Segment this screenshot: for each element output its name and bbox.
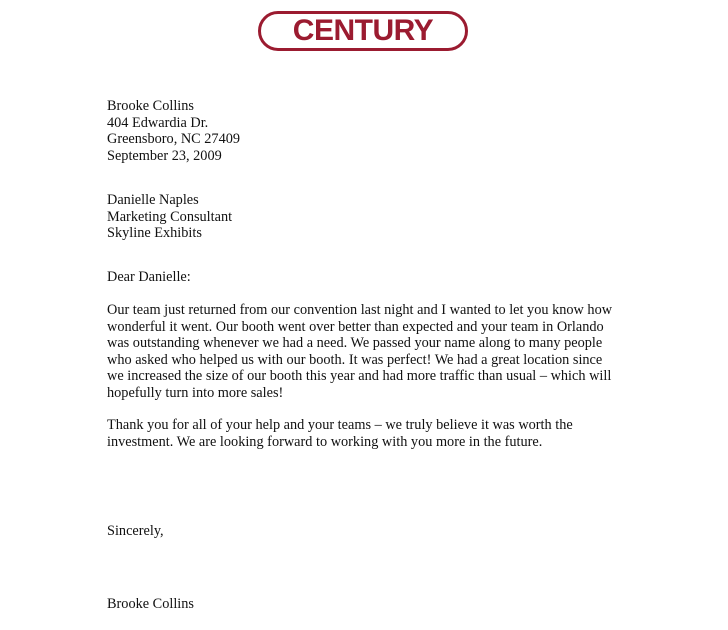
body-line: investment. We are looking forward to working with you more in the future. xyxy=(107,433,543,450)
letter-date: September 23, 2009 xyxy=(107,147,222,164)
body-line: we increased the size of our booth this year and had more traffic than usual – which will xyxy=(107,368,612,385)
sender-city-state-zip: Greensboro, NC 27409 xyxy=(107,131,241,148)
sender-name: Brooke Collins xyxy=(107,98,194,114)
recipient-address-block xyxy=(107,192,232,242)
body-line: was outstanding whenever we had a need. We passed your name along to many people xyxy=(107,335,603,352)
logo-text: CENTURY xyxy=(292,14,434,47)
sender-address-block xyxy=(107,98,240,164)
closing: Sincerely, xyxy=(107,523,164,539)
body-line: Our team just returned from our convention last night and I wanted to let you know how xyxy=(107,302,613,318)
century-logo xyxy=(258,11,468,51)
signature-name: Brooke Collins xyxy=(107,596,194,612)
salutation: Dear Danielle: xyxy=(107,269,191,285)
recipient-name: Danielle Naples xyxy=(107,192,199,208)
body-line: who asked who helped us with our booth. It was perfect! We had a great location since xyxy=(107,351,603,368)
recipient-company: Skyline Exhibits xyxy=(107,225,202,242)
recipient-title: Marketing Consultant xyxy=(107,208,233,225)
body-line: Thank you for all of your help and your teams – we truly believe it was worth the xyxy=(107,417,573,433)
sender-street: 404 Edwardia Dr. xyxy=(107,114,209,131)
body-paragraph-2 xyxy=(107,417,573,450)
body-line: wonderful it went. Our booth went over better than expected and your team in Orlando xyxy=(107,318,604,335)
body-line: hopefully turn into more sales! xyxy=(107,384,284,401)
body-paragraph-1 xyxy=(107,302,612,402)
